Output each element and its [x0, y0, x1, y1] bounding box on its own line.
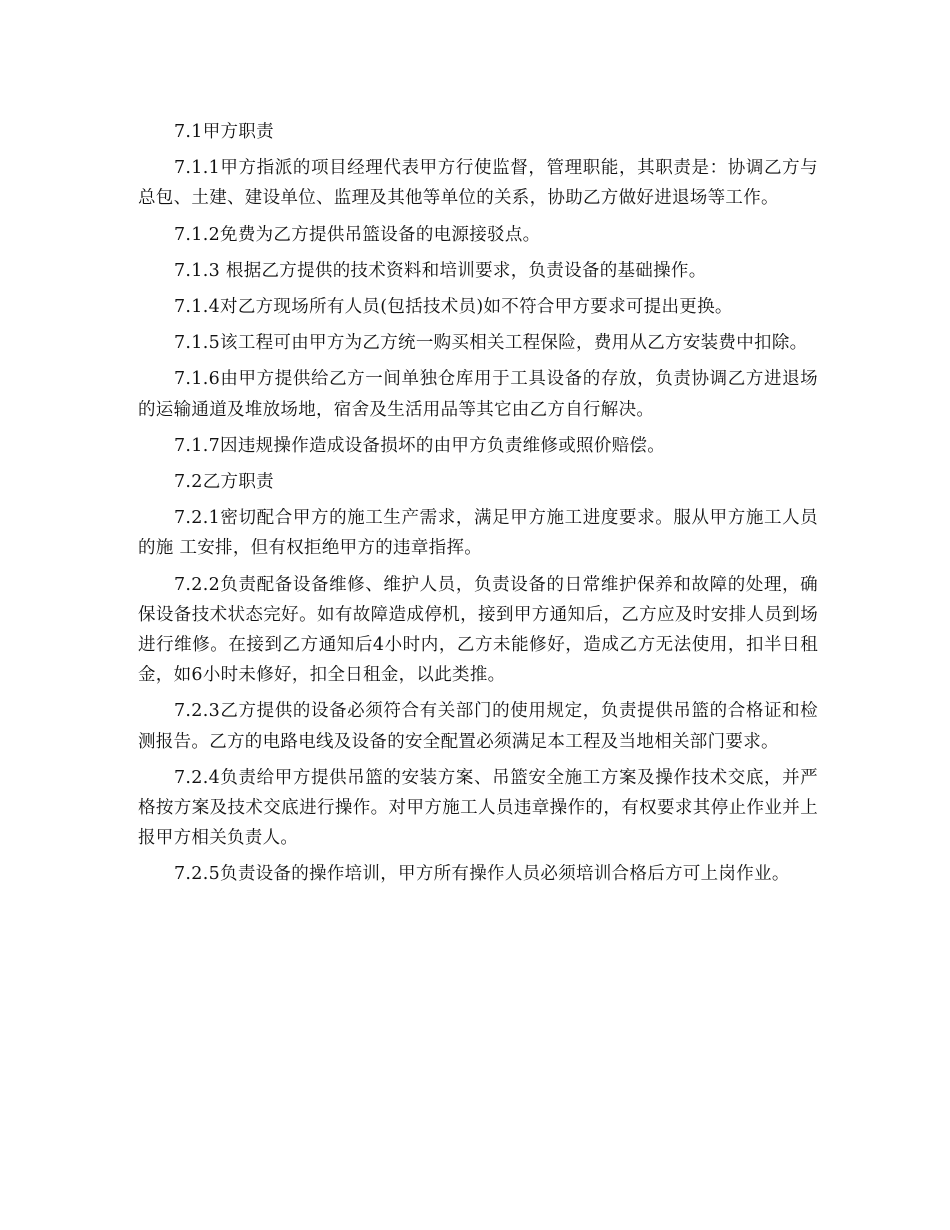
- paragraph-7-1-2: 7.1.2免费为乙方提供吊篮设备的电源接驳点。: [174, 224, 541, 245]
- section-heading-7-1: 7.1甲方职责: [174, 122, 274, 142]
- paragraph-7-2-2: 7.2.2负责配备设备维修、维护人员，负责设备的日常维护保养和故障的处理，确保设备技术状态完好。如有故障造成停机，接到甲方通知后，乙方应及时安排人员到场进行维修。在接到乙方通知后4小时内，乙方未能修好，造成乙方无法使用，扣半日租金，如6小时未修好，扣全日租金，以此类推。: [138, 574, 818, 686]
- paragraph-7-1-6: 7.1.6由甲方提供给乙方一间单独仓库用于工具设备的存放，负责协调乙方进退场的运输通道及堆放场地，宿舍及生活用品等其它由乙方自行解决。: [138, 369, 818, 420]
- paragraph-7-2-3: 7.2.3乙方提供的设备必须符合有关部门的使用规定，负责提供吊篮的合格证和检测报告。乙方的电路电线及设备的安全配置必须满足本工程及当地相关部门要求。: [138, 701, 818, 752]
- paragraph-7-1-1: 7.1.1甲方指派的项目经理代表甲方行使监督，管理职能，其职责是：协调乙方与总包、土建、建设单位、监理及其他等单位的关系，协助乙方做好进退场等工作。: [138, 158, 818, 209]
- paragraph-7-1-4: 7.1.4对乙方现场所有人员(包括技术员)如不符合甲方要求可提出更换。: [174, 297, 733, 318]
- paragraph-7-1-5: 7.1.5该工程可由甲方为乙方统一购买相关工程保险，费用从乙方安装费中扣除。: [174, 333, 808, 354]
- section-heading-7-2: 7.2乙方职责: [174, 472, 274, 493]
- paragraph-7-1-3: 7.1.3 根据乙方提供的技术资料和培训要求，负责设备的基础操作。: [174, 260, 707, 281]
- document-body: [138, 117, 818, 896]
- paragraph-7-2-4: 7.2.4负责给甲方提供吊篮的安装方案、吊篮安全施工方案及操作技术交底，并严格按方案及技术交底进行操作。对甲方施工人员违章操作的，有权要求其停止作业并上报甲方相关负责人。: [138, 767, 818, 849]
- paragraph-7-1-7: 7.1.7因违规操作造成设备损坏的由甲方负责维修或照价赔偿。: [174, 435, 666, 456]
- paragraph-7-2-1: 7.2.1密切配合甲方的施工生产需求，满足甲方施工进度要求。服从甲方施工人员的施 工安排，但有权拒绝甲方的违章指挥。: [138, 508, 818, 559]
- paragraph-7-2-5: 7.2.5负责设备的操作培训，甲方所有操作人员必须培训合格后方可上岗作业。: [174, 864, 790, 885]
